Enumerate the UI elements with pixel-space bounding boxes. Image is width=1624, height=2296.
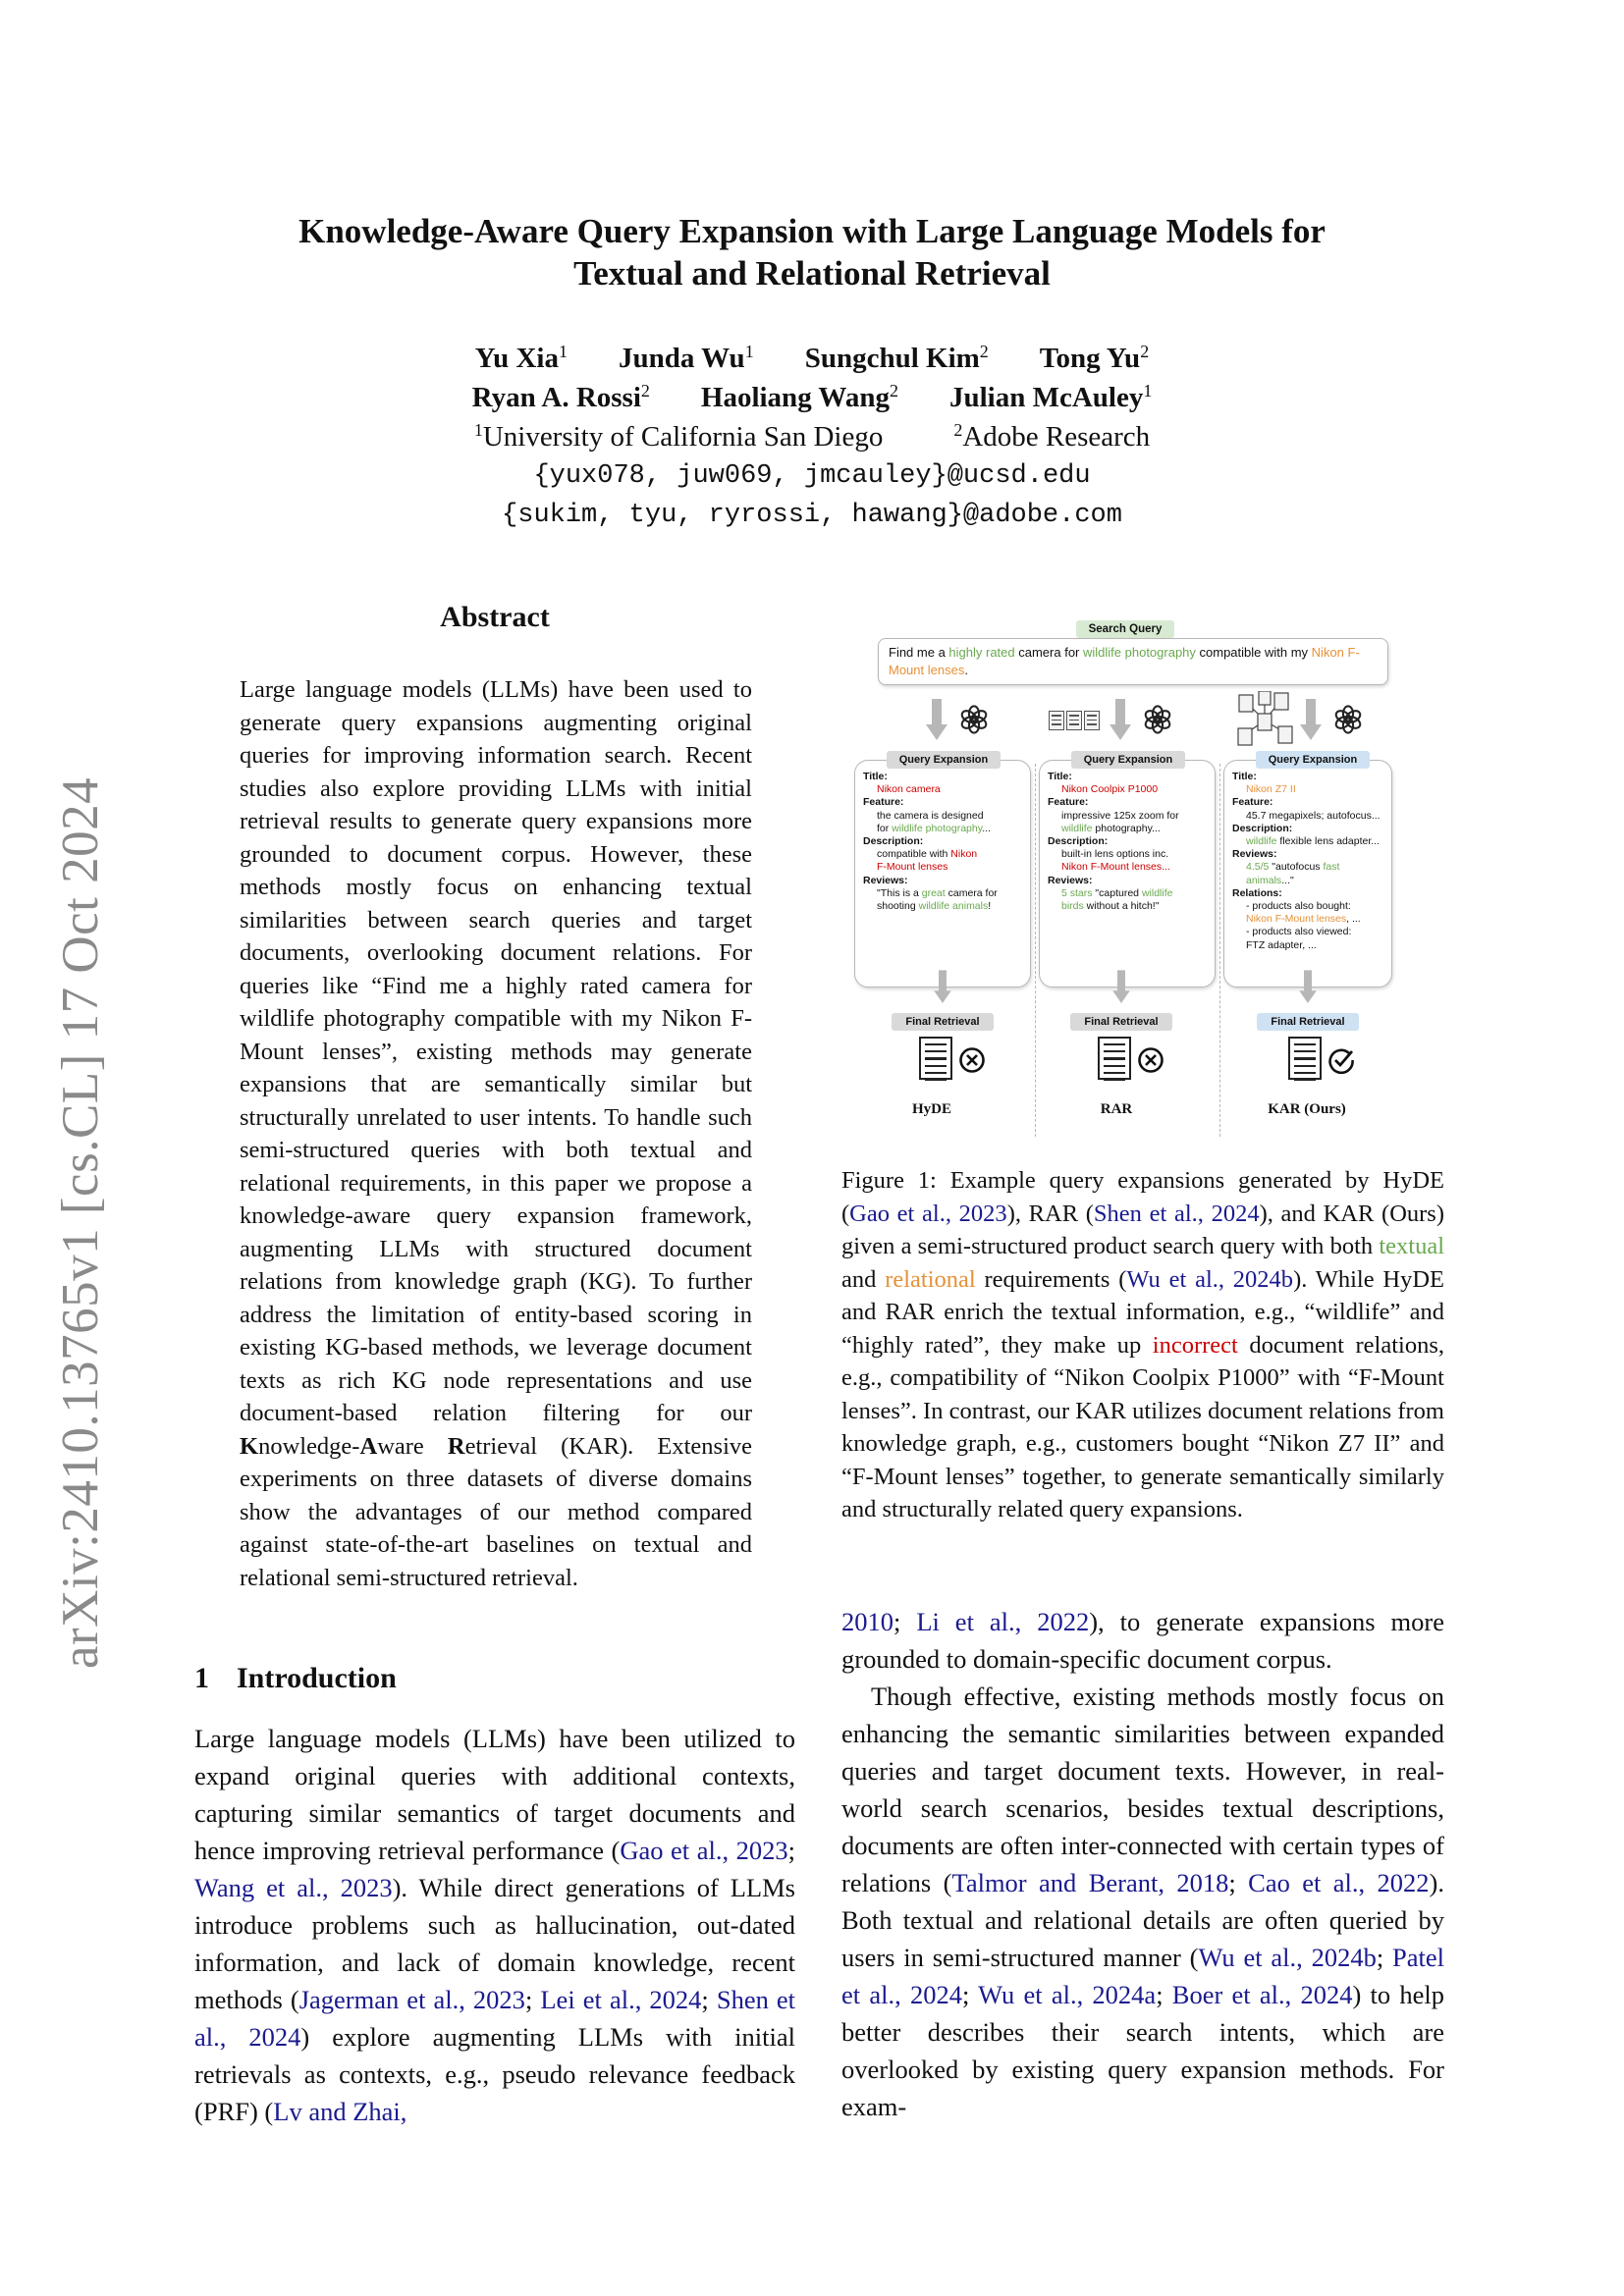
figure-1 bbox=[852, 616, 1394, 1127]
field-value bbox=[1232, 835, 1385, 848]
text: ... bbox=[982, 822, 991, 834]
citation-link[interactable]: Lv and Zhai, bbox=[273, 2097, 407, 2126]
field-value bbox=[1048, 810, 1209, 823]
paragraph bbox=[841, 1603, 1444, 1678]
field-key: Feature: bbox=[863, 796, 904, 809]
field-key: Description: bbox=[863, 835, 924, 848]
relational-highlight: Nikon F-Mount lenses bbox=[889, 645, 1360, 677]
citation-link[interactable]: Wu et al., 2024b bbox=[1198, 1943, 1377, 1972]
field-value bbox=[863, 848, 1024, 861]
citation-link[interactable]: Gao et al., 2023 bbox=[849, 1200, 1007, 1227]
textual-highlight: wildlife animals bbox=[918, 900, 989, 913]
citation-link[interactable]: Wang et al., 2023 bbox=[194, 1873, 393, 1902]
incorrect-highlight: F-Mount lenses bbox=[877, 861, 948, 874]
text: ..." bbox=[1281, 874, 1294, 886]
textual-highlight: 4.5/5 bbox=[1246, 861, 1270, 874]
textual-highlight: highly rated bbox=[948, 645, 1015, 660]
text: requirements ( bbox=[975, 1265, 1127, 1293]
citation-link[interactable]: Li et al., 2022 bbox=[916, 1607, 1090, 1636]
text: . bbox=[964, 663, 968, 677]
field-key: Relations: bbox=[1232, 886, 1282, 899]
field-value bbox=[1048, 900, 1209, 913]
text: ; bbox=[524, 1985, 541, 2014]
retrieved-document-icon bbox=[919, 1037, 952, 1080]
final-retrieval-label: Final Retrieval bbox=[1070, 1013, 1172, 1031]
affiliation-marker: 2 bbox=[640, 381, 650, 400]
textual-highlight: wildlife bbox=[1061, 822, 1093, 834]
openai-logo-icon bbox=[957, 703, 991, 736]
author-row-1 bbox=[147, 339, 1477, 378]
author-name: Junda Wu$^1$ bbox=[618, 342, 754, 374]
text: "This is a bbox=[877, 886, 922, 899]
citation-link[interactable]: 2010 bbox=[841, 1607, 893, 1636]
abstract-text-r: etrieval (KAR). Extensive experiments on three datasets of diverse domains show the advantages of our method compared against state-of-the-art baselines on textual and relational semi-structured retrieval. bbox=[240, 1432, 753, 1591]
arxiv-identifier-stamp: arXiv:2410.13765v1 [cs.CL] 17 Oct 2024 bbox=[52, 776, 109, 1669]
author-name: Julian McAuley$^1$ bbox=[948, 381, 1153, 413]
section-heading-introduction bbox=[194, 1662, 397, 1695]
citation-link[interactable]: Boer et al., 2024 bbox=[1171, 1980, 1353, 2009]
query-expansion-label: Query Expansion bbox=[1071, 751, 1185, 769]
text: Find me a bbox=[889, 645, 949, 660]
text: document relations, e.g., compatibility of “Nikon Coolpix P1000” with “F-Mount lenses”. In contrast, our KAR utilizes document relations from knowledge graph, e.g., customers bought “Nikon Z7 II” and “F-Mount lenses” together, to generate semantically similarly and structurally related query expansions. bbox=[841, 1331, 1444, 1522]
author-block bbox=[147, 339, 1477, 535]
field-value bbox=[863, 887, 1024, 900]
text: compatible with bbox=[877, 848, 951, 861]
text: camera for bbox=[1014, 645, 1083, 660]
incorrect-x-circle-icon bbox=[958, 1046, 986, 1074]
text: "autofocus bbox=[1269, 861, 1324, 874]
text: ; bbox=[893, 1607, 917, 1636]
field-value bbox=[1232, 926, 1385, 938]
citation-link[interactable]: Lei et al., 2024 bbox=[540, 1985, 702, 2014]
field-value bbox=[1232, 783, 1385, 796]
arrow-down-icon bbox=[1112, 970, 1130, 1004]
method-label-hyde: HyDE bbox=[911, 1101, 951, 1117]
acronym-a: A bbox=[359, 1432, 378, 1460]
introduction-right-column bbox=[841, 1603, 1444, 2125]
search-query-box bbox=[878, 638, 1388, 685]
field-key: Reviews: bbox=[1048, 874, 1093, 886]
paper-title bbox=[147, 210, 1477, 294]
textual-highlight: great bbox=[921, 886, 946, 899]
field-key: Title: bbox=[1048, 771, 1072, 782]
textual-highlight: wildlife bbox=[1141, 886, 1173, 899]
method-label-rar: RAR bbox=[1100, 1101, 1133, 1117]
method-label-kar: KAR (Ours) bbox=[1268, 1101, 1346, 1117]
field-value bbox=[1048, 823, 1209, 835]
textual-highlight: textual bbox=[1379, 1233, 1444, 1259]
text: Though effective, existing methods mostly focus on enhancing the semantic similarities between expanded queries and target document texts. However, in real-world search scenarios, besides textual descriptions, documents are often inter-connected with certain types of relations ( bbox=[841, 1682, 1444, 1897]
incorrect-highlight: incorrect bbox=[1152, 1331, 1238, 1359]
field-key: Reviews: bbox=[863, 874, 908, 886]
citation-link[interactable]: Wu et al., 2024b bbox=[1126, 1265, 1294, 1293]
arrow-down-icon bbox=[1300, 699, 1322, 742]
relational-highlight: relational bbox=[885, 1265, 976, 1293]
text: shooting bbox=[877, 900, 919, 913]
affiliation: $^1$University of California San Diego bbox=[473, 420, 884, 453]
field-value bbox=[1048, 887, 1209, 900]
query-expansion-content bbox=[1048, 771, 1209, 913]
title-line-1: Knowledge-Aware Query Expansion with Large Language Models for bbox=[298, 212, 1326, 250]
text: 45.7 megapixels; autofocus... bbox=[1246, 809, 1380, 822]
textual-highlight: 5 stars bbox=[1061, 886, 1093, 899]
column-separator bbox=[1035, 764, 1036, 1137]
relational-highlight: Nikon F-Mount lenses bbox=[1246, 913, 1347, 926]
field-value bbox=[863, 861, 1024, 874]
citation-link[interactable]: Talmor and Berant, 2018 bbox=[951, 1868, 1229, 1897]
text: without a hitch!" bbox=[1083, 900, 1160, 913]
knowledge-graph-icon bbox=[1235, 691, 1296, 748]
text: , ... bbox=[1346, 913, 1361, 926]
title-line-2: Textual and Relational Retrieval bbox=[573, 254, 1051, 293]
acronym-r: R bbox=[447, 1432, 465, 1460]
text: ). Both textual and relational details are often queried by users in semi-structured manner ( bbox=[841, 1868, 1444, 1972]
text: ; bbox=[1376, 1943, 1392, 1972]
textual-highlight: wildlife bbox=[1246, 835, 1277, 848]
text: compatible with my bbox=[1195, 645, 1312, 660]
text: for bbox=[877, 822, 893, 834]
arrow-down-icon bbox=[934, 970, 951, 1004]
text: ; bbox=[1228, 1868, 1249, 1897]
citation-link[interactable]: Gao et al., 2023 bbox=[620, 1836, 788, 1865]
affiliation: $^2$Adobe Research bbox=[953, 420, 1151, 453]
field-key: Feature: bbox=[1232, 796, 1273, 809]
text: ; bbox=[1156, 1980, 1172, 2009]
query-expansion-content bbox=[1232, 771, 1385, 952]
incorrect-highlight: Nikon camera bbox=[877, 783, 941, 796]
column-separator bbox=[1219, 764, 1220, 1137]
text: FTZ adapter, ... bbox=[1246, 938, 1317, 951]
search-query-label: Search Query bbox=[1076, 620, 1174, 638]
retrieved-document-icon bbox=[1288, 1037, 1322, 1080]
field-key: Feature: bbox=[1048, 796, 1089, 809]
field-key: Description: bbox=[1048, 835, 1109, 848]
text: flexible lens adapter... bbox=[1276, 835, 1380, 848]
textual-highlight: wildlife photography bbox=[892, 822, 983, 834]
author-name: Sungchul Kim$^2$ bbox=[804, 342, 989, 374]
retrieved-document-icon bbox=[1084, 711, 1100, 730]
text: Large language models (LLMs) have been utilized to expand original queries with additional contexts, capturing similar semantics of target documents and hence improving retrieval performance ( bbox=[194, 1724, 795, 1865]
query-expansion-label: Query Expansion bbox=[1256, 751, 1370, 769]
arrow-down-icon bbox=[926, 699, 947, 742]
relational-highlight: Nikon Z7 II bbox=[1246, 783, 1296, 796]
textual-highlight: fast animals bbox=[1246, 861, 1340, 886]
text: - products also viewed: bbox=[1246, 926, 1352, 938]
section-number: 1 bbox=[194, 1662, 209, 1694]
field-value bbox=[863, 900, 1024, 913]
incorrect-x-circle-icon bbox=[1137, 1046, 1164, 1074]
field-value bbox=[863, 783, 1024, 796]
text: ), and KAR (Ours) given a semi-structured product search query with both bbox=[841, 1200, 1444, 1259]
author-name: Ryan A. Rossi$^2$ bbox=[471, 381, 650, 413]
affiliation-marker: 1 bbox=[558, 342, 568, 361]
query-expansion-label: Query Expansion bbox=[887, 751, 1001, 769]
query-expansion-hyde bbox=[854, 754, 1031, 988]
citation-link[interactable]: Shen et al., 2024 bbox=[1093, 1200, 1260, 1227]
arrow-down-icon bbox=[1110, 699, 1131, 742]
field-key: Title: bbox=[863, 771, 888, 782]
retrieved-document-icon bbox=[1049, 711, 1064, 730]
retrieved-document-icon bbox=[1098, 1037, 1131, 1080]
text: - products also bought: bbox=[1246, 900, 1351, 913]
text: ). While HyDE and RAR enrich the textual information, e.g., “wildlife” and “highly rated”, they make up bbox=[841, 1265, 1444, 1359]
openai-logo-icon bbox=[1331, 703, 1365, 736]
textual-highlight: birds bbox=[1061, 900, 1084, 913]
text: ) explore augmenting LLMs with initial retrievals as contexts, e.g., pseudo relevance feedback (PRF) ( bbox=[194, 2022, 796, 2126]
author-row-2 bbox=[147, 378, 1477, 417]
abstract-text: Large language models (LLMs) have been used to generate query expansions augmenting original queries for improving information search. Recent studies also explore providing LLMs with initial retrieval results to generate query expansions more grounded to document corpus. However, these methods mostly focus on enhancing textual similarities between search queries and target documents, overlooking document relations. For queries like “Find me a highly rated camera for wildlife photography compatible with my Nikon F-Mount lenses”, existing methods may generate expansions that are semantically similar but structurally unrelated to user intents. To handle such semi-structured queries with both textual and relational requirements, in this paper we propose a knowledge-aware query expansion framework, augmenting LLMs with structured document relations from knowledge graph (KG). To further address the limitation of entity-based scoring in existing KG-based methods, we leverage document texts as rich KG node representations and use document-based relation filtering for our bbox=[240, 676, 752, 1426]
text: ). While direct generations of LLMs introduce problems such as hallucination, out-dated information, and lack of domain knowledge, recent methods ( bbox=[194, 1873, 795, 2014]
citation-link[interactable]: Cao et al., 2022 bbox=[1248, 1868, 1430, 1897]
field-value bbox=[863, 810, 1024, 823]
text: ), RAR ( bbox=[1006, 1200, 1094, 1227]
correct-check-circle-icon bbox=[1327, 1046, 1355, 1074]
field-key: Title: bbox=[1232, 771, 1257, 782]
affiliation-marker: 1 bbox=[1143, 381, 1153, 400]
email-adobe: {sukim, tyu, ryrossi, hawang}@adobe.com bbox=[502, 501, 1122, 530]
email-ucsd: {yux078, juw069, jmcauley}@ucsd.edu bbox=[533, 461, 1091, 491]
query-expansion-kar bbox=[1223, 754, 1392, 988]
text: ), to generate expansions more grounded to domain-specific document corpus. bbox=[841, 1607, 1444, 1674]
field-value bbox=[1232, 913, 1385, 926]
text: "captured bbox=[1092, 886, 1142, 899]
affiliation-marker: 1 bbox=[744, 342, 754, 361]
text: ; bbox=[961, 1980, 979, 2009]
text: camera for bbox=[945, 886, 998, 899]
field-key: Description: bbox=[1232, 822, 1293, 834]
author-name: Tong Yu$^2$ bbox=[1039, 342, 1150, 374]
affiliation-marker: 2 bbox=[889, 381, 898, 400]
affiliation-marker: 2 bbox=[953, 420, 963, 440]
section-title: Introduction bbox=[237, 1662, 397, 1694]
field-value bbox=[1232, 810, 1385, 823]
incorrect-highlight: Nikon F-Mount lenses... bbox=[1061, 861, 1170, 874]
openai-logo-icon bbox=[1141, 703, 1174, 736]
arrow-down-icon bbox=[1299, 970, 1317, 1004]
citation-link[interactable]: Jagerman et al., 2023 bbox=[298, 1985, 525, 2014]
acronym-k: K bbox=[240, 1432, 259, 1460]
abstract-text-k: nowledge- bbox=[258, 1432, 360, 1460]
citation-link[interactable]: Patel et al., 2024 bbox=[841, 1943, 1444, 2009]
author-name: Haoliang Wang$^2$ bbox=[700, 381, 898, 413]
affiliation-marker: 2 bbox=[979, 342, 989, 361]
query-expansion-rar bbox=[1039, 754, 1216, 988]
text: impressive 125x zoom for bbox=[1061, 809, 1179, 822]
abstract-heading: Abstract bbox=[440, 601, 550, 633]
abstract-body bbox=[240, 673, 752, 1594]
text: Figure 1: Example query expansions generated by HyDE ( bbox=[841, 1167, 1444, 1227]
author-name: Yu Xia$^1$ bbox=[474, 342, 568, 374]
field-value bbox=[1048, 848, 1209, 861]
introduction-left-column bbox=[194, 1720, 795, 2130]
affiliations bbox=[147, 417, 1477, 456]
incorrect-highlight: Nikon Coolpix P1000 bbox=[1061, 783, 1159, 796]
text: ; bbox=[787, 1836, 795, 1865]
citation-link[interactable]: Wu et al., 2024a bbox=[978, 1980, 1157, 2009]
field-key: Reviews: bbox=[1232, 848, 1277, 861]
text: built-in lens options inc. bbox=[1061, 848, 1169, 861]
abstract-text-a: ware bbox=[377, 1432, 448, 1460]
query-expansion-content bbox=[863, 771, 1024, 913]
field-value bbox=[1048, 783, 1209, 796]
citation-link[interactable]: Shen et al., 2024 bbox=[194, 1985, 796, 2052]
final-retrieval-label: Final Retrieval bbox=[1257, 1013, 1359, 1031]
affiliation-marker: 1 bbox=[473, 420, 483, 440]
text: and bbox=[841, 1265, 886, 1293]
textual-highlight: wildlife photography bbox=[1083, 645, 1196, 660]
affiliation-marker: 2 bbox=[1140, 342, 1150, 361]
text: ) to help better describes their search intents, which are overlooked by existing query expansion methods. For exam- bbox=[841, 1980, 1444, 2121]
final-retrieval-label: Final Retrieval bbox=[892, 1013, 994, 1031]
retrieved-document-icon bbox=[1066, 711, 1082, 730]
text: photography... bbox=[1092, 822, 1161, 834]
field-value bbox=[1232, 900, 1385, 913]
text: ! bbox=[988, 900, 992, 913]
text: the camera is designed bbox=[877, 809, 984, 822]
paragraph bbox=[841, 1678, 1444, 2125]
field-value bbox=[1232, 939, 1385, 952]
field-value bbox=[863, 823, 1024, 835]
field-value bbox=[1232, 861, 1385, 886]
incorrect-highlight: Nikon bbox=[950, 848, 978, 861]
field-value bbox=[1048, 861, 1209, 874]
figure-1-caption bbox=[841, 1164, 1444, 1526]
text: ; bbox=[701, 1985, 717, 2014]
